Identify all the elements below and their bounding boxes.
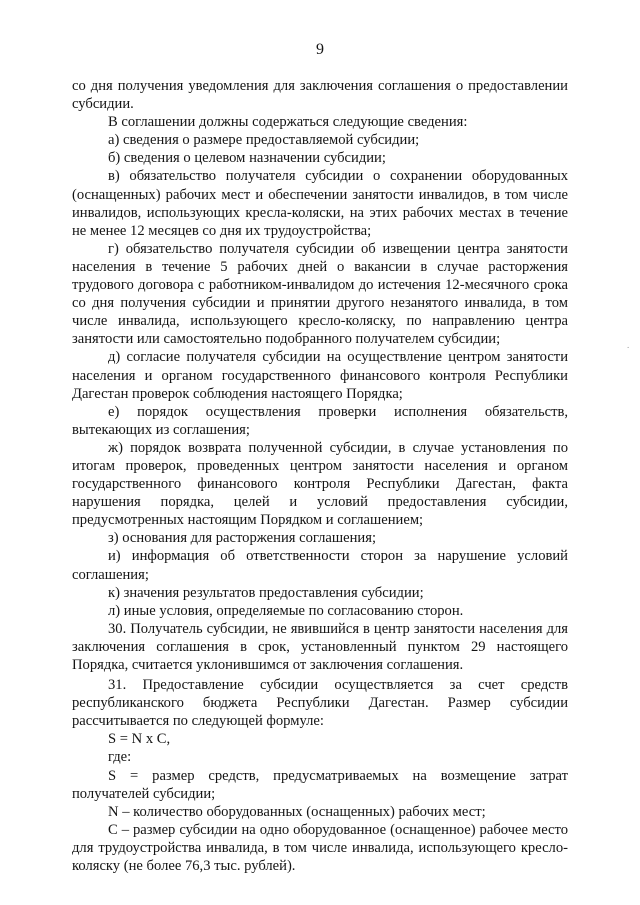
- paragraph-continuation: со дня получения уведомления для заключения соглашения о предоставлении субсидии.: [72, 78, 568, 113]
- list-item-a: а) сведения о размере предоставляемой субсидии;: [108, 132, 420, 149]
- list-item-z: з) основания для расторжения соглашения;: [108, 530, 377, 547]
- paragraph-30: 30. Получатель субсидии, не явившийся в центр занятости населения для заключения соглашения в срок, установленный пунктом 29 настоящего Порядка, считается уклонившимся от заключения соглашения.: [72, 620, 568, 673]
- list-item-i: и) информация об ответственности сторон за нарушение условий соглашения;: [72, 548, 568, 583]
- page-number: 9: [316, 41, 324, 58]
- paragraph-intro: В соглашении должны содержаться следующие сведения:: [108, 114, 468, 131]
- list-item-v: в) обязательство получателя субсидии о сохранении оборудованных (оснащенных) рабочих мест и обеспечении занятости инвалидов, в том числе инвалидов, использующих кресла-коляски, на этих рабочих местах в течение не менее 12 месяцев со дня их трудоустройства;: [72, 168, 568, 239]
- list-item-d: д) согласие получателя субсидии на осуществление центром занятости населения и органом государственного финансового контроля Республики Дагестан проверок соблюдения настоящего Порядка;: [72, 349, 568, 402]
- list-item-zh: ж) порядок возврата полученной субсидии, в случае установления по итогам проверок, проведенных центром занятости населения и органом государственного финансового контроля Республики Дагестан, факта нарушения порядка, целей и условий предоставления субсидии, предусмотренных настоящим Порядком и соглашением;: [72, 439, 568, 529]
- definition-c: С – размер субсидии на одно оборудованное (оснащенное) рабочее место для трудоустройства инвалида, в том числе инвалида, использующего кресло-коляску (не более 76,3 тыс. рублей).: [72, 821, 568, 875]
- list-item-g: г) обязательство получателя субсидии об извещении центра занятости населения в течение 5 рабочих дней о вакансии в случае расторжения трудового договора с работником-инвалидом до истечения 12-месячного срока со дня получения субсидии и принятии другого незанятого инвалида, в том числе инвалида, использующего кресло-коляску, по направлению центра занятости или самостоятельно подобранного получателем субсидии;: [72, 240, 568, 348]
- list-item-k: к) значения результатов предоставления субсидии;: [108, 584, 424, 601]
- list-item-e: е) порядок осуществления проверки исполнения обязательств, вытекающих из соглашения;: [72, 403, 568, 438]
- definition-n: N – количество оборудованных (оснащенных) рабочих мест;: [108, 803, 486, 820]
- definition-s: S = размер средств, предусматриваемых на возмещение затрат получателей субсидии;: [72, 767, 568, 802]
- formula: S = N x C,: [108, 731, 171, 748]
- list-item-l: л) иные условия, определяемые по согласованию сторон.: [108, 602, 464, 619]
- document-body: [72, 77, 568, 875]
- list-item-b: б) сведения о целевом назначении субсидии;: [108, 150, 386, 167]
- margin-mark: .: [627, 340, 630, 350]
- paragraph-31: 31. Предоставление субсидии осуществляется за счет средств республиканского бюджета Республики Дагестан. Размер субсидии рассчитывается по следующей формуле:: [72, 677, 568, 730]
- formula-where: где:: [108, 749, 132, 766]
